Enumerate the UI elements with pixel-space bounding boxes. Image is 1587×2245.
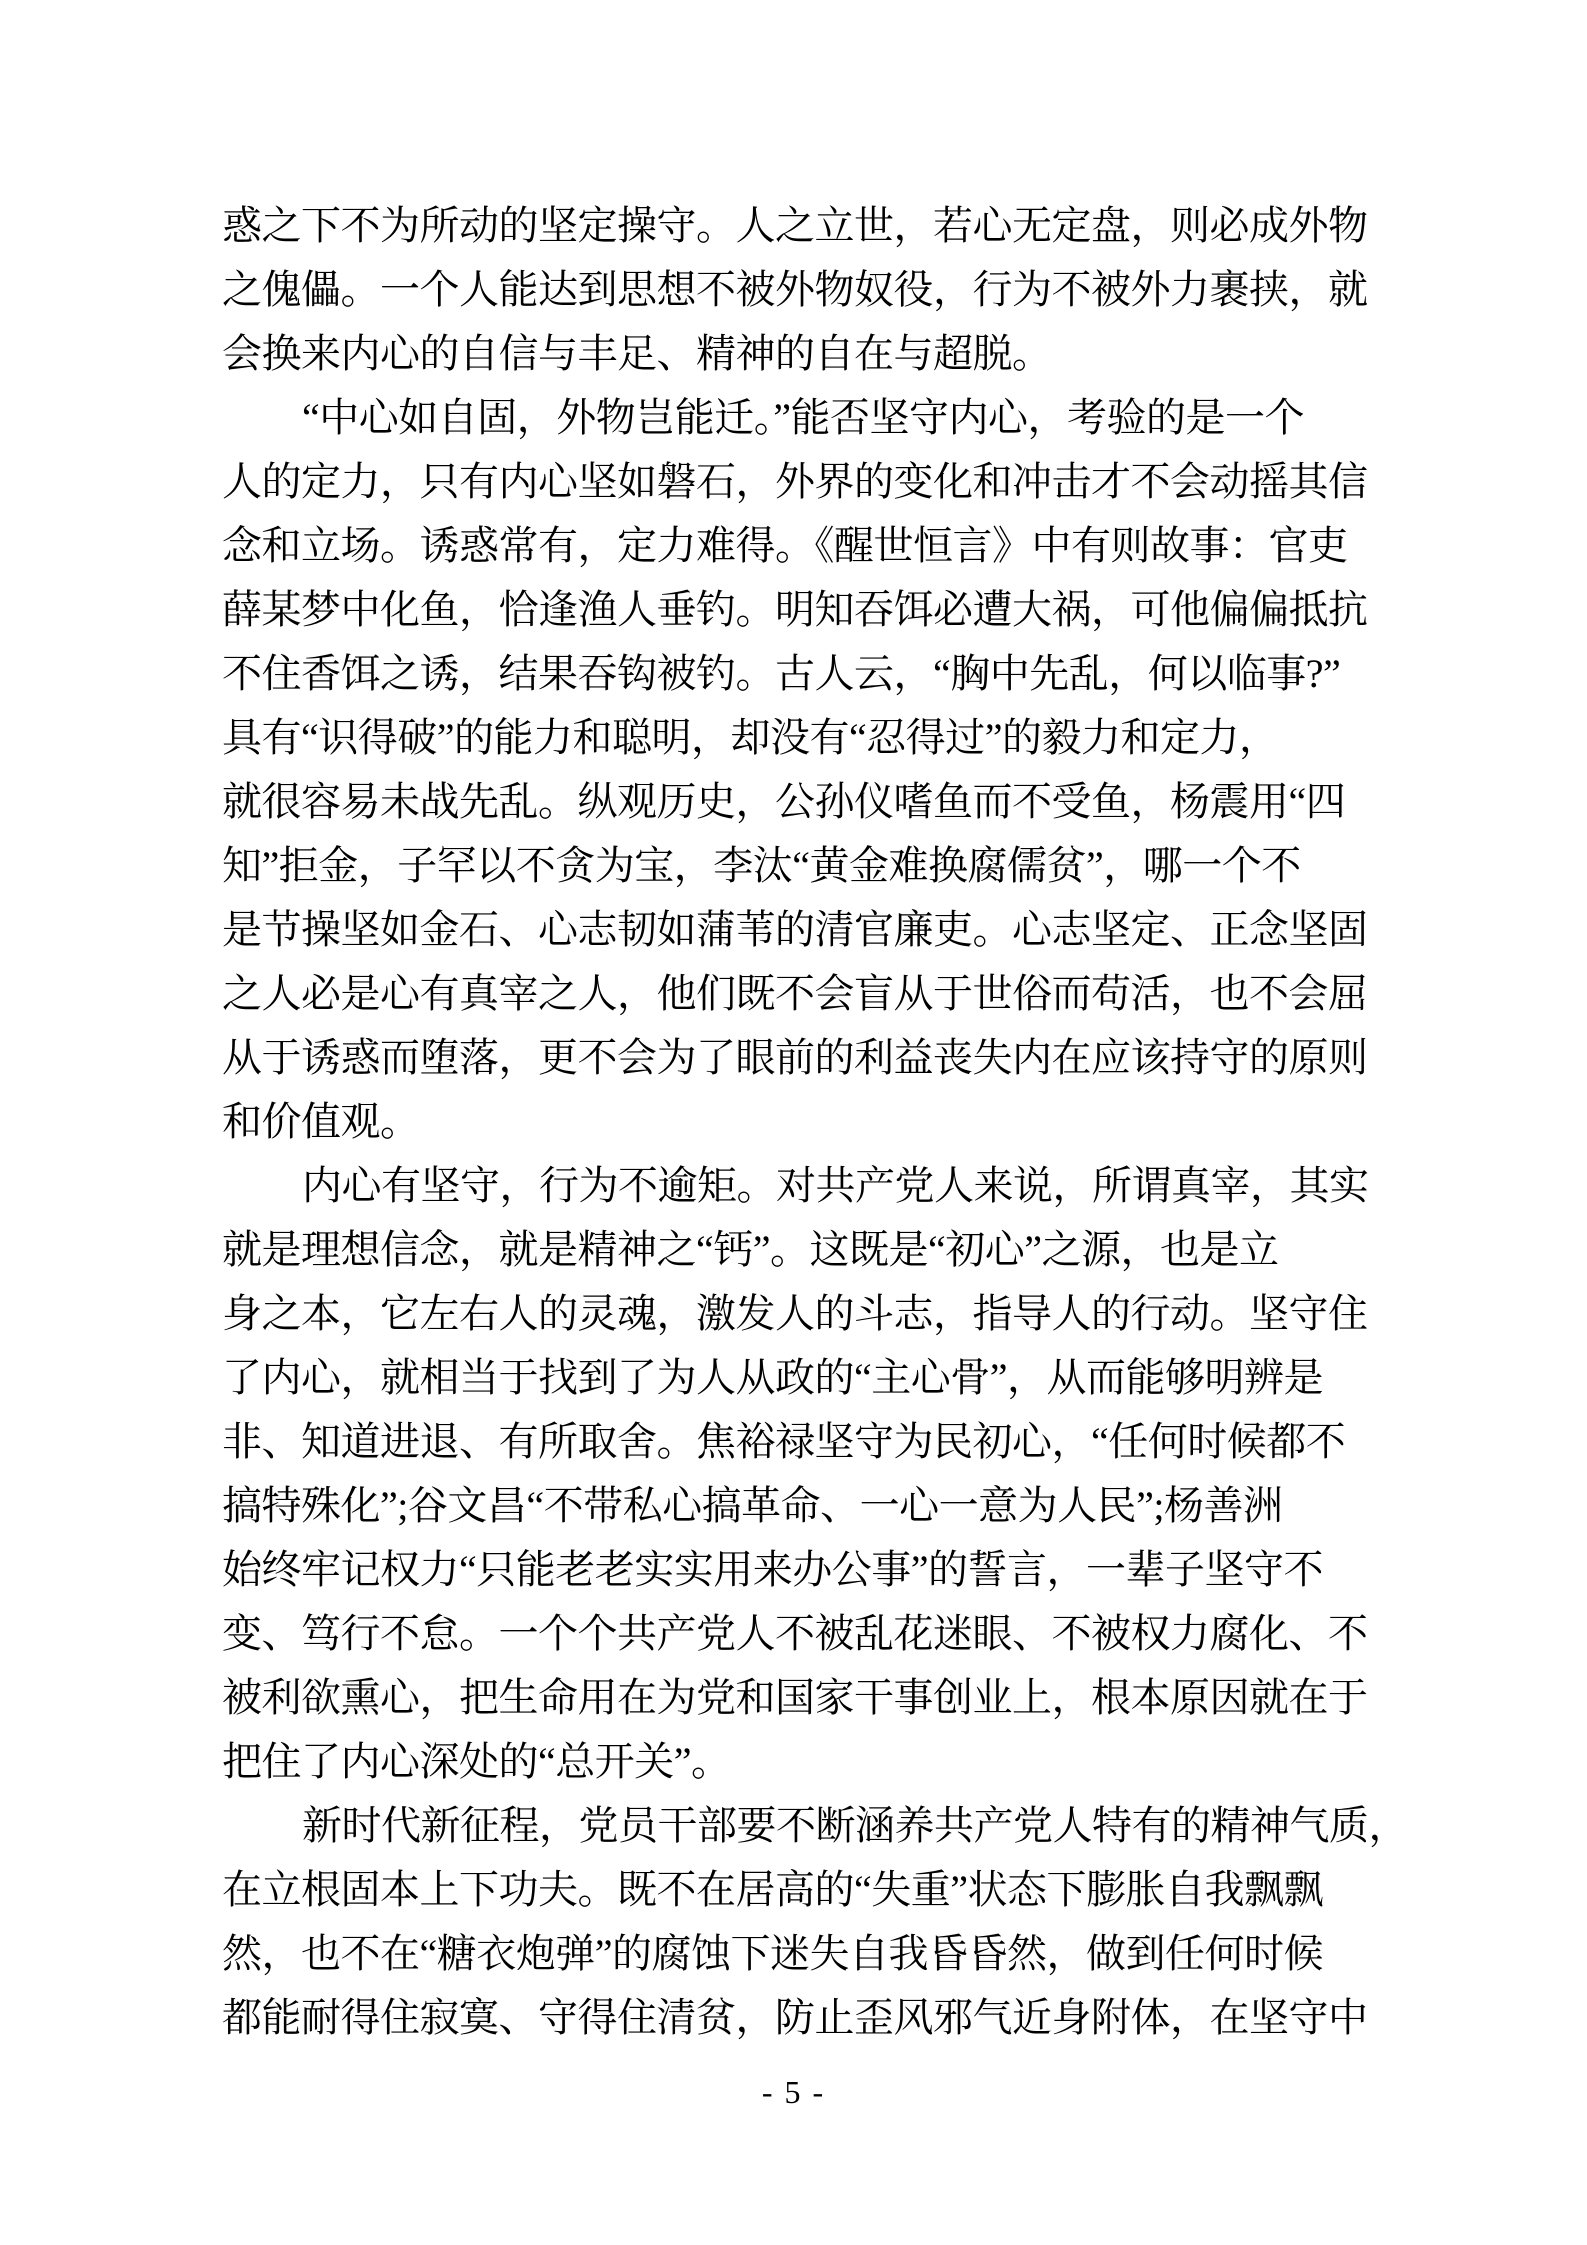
text-line: 内心有坚守，行为不逾矩。对共产党人来说，所谓真宰，其实	[302, 1163, 1369, 1208]
text-line: 念和立场。诱惑常有，定力难得。《醒世恒言》中有则故事：官吏	[222, 523, 1348, 568]
text-line: 变、笃行不怠。一个个共产党人不被乱花迷眼、不被权力腐化、不	[222, 1611, 1368, 1656]
text-line: 了内心，就相当于找到了为人从政的“主心骨”，从而能够明辨是	[222, 1355, 1324, 1400]
page-footer	[0, 2072, 1587, 2112]
text-line: 被利欲熏心，把生命用在为党和国家干事创业上，根本原因就在于	[222, 1675, 1368, 1720]
paragraph	[222, 1154, 1377, 1794]
text-line: 就很容易未战先乱。纵观历史，公孙仪嗜鱼而不受鱼，杨震用“四	[222, 779, 1346, 824]
document-body	[222, 194, 1408, 2050]
text-line: 就是理想信念，就是精神之“钙”。这既是“初心”之源，也是立	[222, 1227, 1279, 1272]
text-line: 是节操坚如金石、心志韧如蒲苇的清官廉吏。心志坚定、正念坚固	[222, 907, 1368, 952]
text-line: 非、知道进退、有所取舍。焦裕禄坚守为民初心，“任何时候都不	[222, 1419, 1346, 1464]
text-line: 在立根固本上下功夫。既不在居高的“失重”状态下膨胀自我飘飘	[222, 1867, 1324, 1912]
paragraph	[222, 194, 1377, 386]
text-line: 搞特殊化”;谷文昌“不带私心搞革命、一心一意为人民”;杨善洲	[222, 1483, 1283, 1528]
text-line: 具有“识得破”的能力和聪明，却没有“忍得过”的毅力和定力，	[222, 715, 1279, 760]
paragraph	[222, 386, 1377, 1154]
page-number: - 5 -	[761, 2074, 826, 2110]
text-line: “中心如自固，外物岂能迁。”能否坚守内心，考验的是一个	[302, 395, 1305, 440]
text-line: 然，也不在“糖衣炮弹”的腐蚀下迷失自我昏昏然，做到任何时候	[222, 1931, 1324, 1976]
text-line: 把住了内心深处的“总开关”。	[222, 1739, 731, 1784]
text-line: 之人必是心有真宰之人，他们既不会盲从于世俗而苟活，也不会屈	[222, 971, 1368, 1016]
text-line: 人的定力，只有内心坚如磐石，外界的变化和冲击才不会动摇其信	[222, 459, 1368, 504]
text-line: 不住香饵之诱，结果吞钩被钓。古人云，“胸中先乱，何以临事?”	[222, 651, 1341, 696]
text-line: 始终牢记权力“只能老老实实用来办公事”的誓言，一辈子坚守不	[222, 1547, 1324, 1592]
text-line: 之傀儡。一个人能达到思想不被外物奴役，行为不被外力裹挟，就	[222, 267, 1368, 312]
text-line: 惑之下不为所动的坚定操守。人之立世，若心无定盘，则必成外物	[222, 203, 1368, 248]
text-line: 从于诱惑而堕落，更不会为了眼前的利益丧失内在应该持守的原则	[222, 1035, 1368, 1080]
text-line: 和价值观。	[222, 1099, 420, 1144]
paragraph	[222, 1794, 1408, 2050]
text-line: 会换来内心的自信与丰足、精神的自在与超脱。	[222, 331, 1052, 376]
text-line: 薛某梦中化鱼，恰逢渔人垂钓。明知吞饵必遭大祸，可他偏偏抵抗	[222, 587, 1368, 632]
text-line: 都能耐得住寂寞、守得住清贫，防止歪风邪气近身附体，在坚守中	[222, 1995, 1368, 2040]
text-line: 新时代新征程，党员干部要不断涵养共产党人特有的精神气质，	[302, 1803, 1408, 1848]
text-line: 知”拒金，子罕以不贪为宝，李汰“黄金难换腐儒贫”，哪一个不	[222, 843, 1301, 888]
text-line: 身之本，它左右人的灵魂，激发人的斗志，指导人的行动。坚守住	[222, 1291, 1368, 1336]
